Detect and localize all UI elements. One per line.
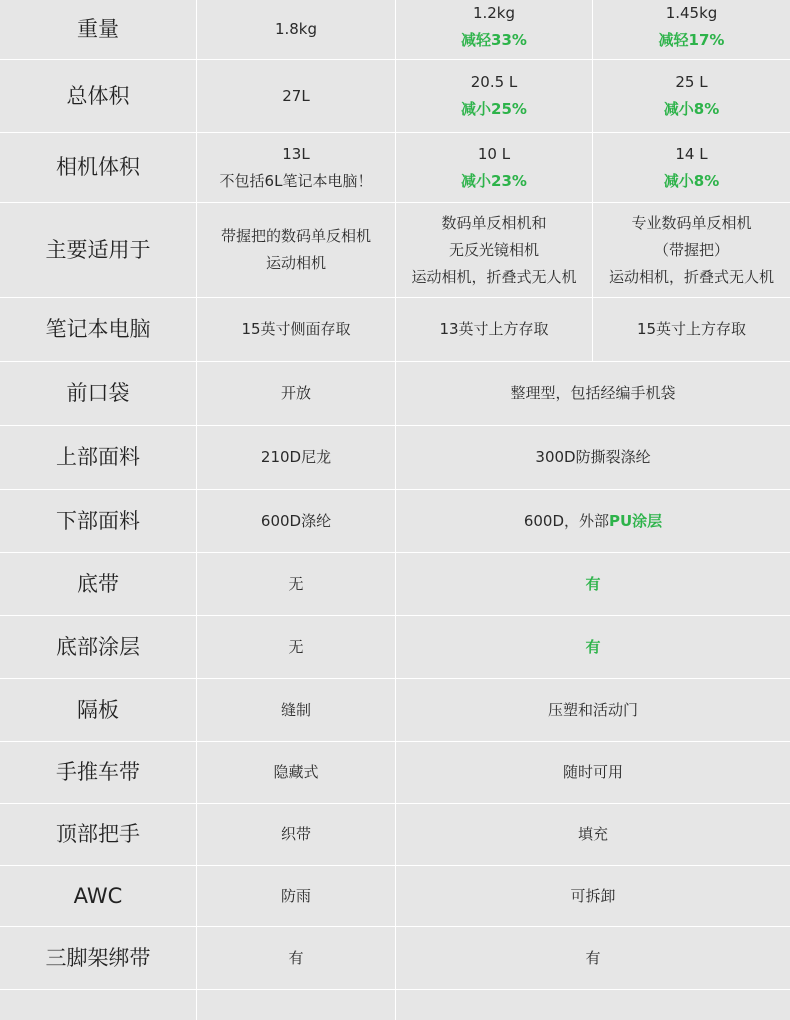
value-cell [197, 0, 396, 59]
highlight-text: 减小25% [461, 100, 527, 118]
value-cell [593, 298, 790, 361]
value-cell [593, 203, 790, 297]
cell-text: 无 [288, 574, 304, 593]
cell-text: 压塑和活动门 [547, 700, 638, 719]
value-cell [593, 60, 790, 132]
value-cell [197, 362, 396, 425]
merged-value-cell [396, 742, 790, 803]
cell-text: 织带 [280, 825, 311, 843]
row-label: 手推车带 [0, 742, 197, 803]
value-cell [197, 490, 396, 552]
row-label: 上部面料 [0, 426, 197, 489]
row-label: 三脚架绑带 [0, 927, 197, 989]
table-row [0, 742, 790, 804]
table-row [0, 133, 790, 203]
table-row [0, 0, 790, 60]
row-label: 总体积 [0, 60, 197, 132]
cell-text: 13L [282, 144, 310, 163]
cell-text: 开放 [280, 384, 311, 402]
value-cell [396, 203, 593, 297]
table-row [0, 616, 790, 679]
row-label: 下部面料 [0, 490, 197, 552]
value-cell [197, 426, 396, 489]
cell-text: 1.45kg [665, 4, 718, 22]
row-label: 底带 [0, 553, 197, 615]
row-label: 底部涂层 [0, 616, 197, 678]
table-row [0, 490, 790, 553]
cell-text: 无 [288, 637, 304, 656]
merged-value-cell [396, 866, 790, 926]
merged-value-cell [396, 804, 790, 865]
cell-text: 有 [585, 948, 601, 967]
row-label: 重量 [0, 0, 197, 59]
cell-text: 运动相机，折叠式无人机 [608, 267, 774, 286]
table-row [0, 679, 790, 742]
merged-value-cell [396, 362, 790, 425]
table-row [0, 362, 790, 426]
cell-text: 15英寸上方存取 [636, 320, 747, 338]
value-cell [197, 133, 396, 202]
cell-text: 可拆卸 [570, 886, 616, 905]
row-label: AWC [0, 866, 197, 926]
highlight-text: 有 [585, 637, 601, 656]
value-cell-empty [197, 990, 396, 1020]
merged-value-cell [396, 553, 790, 615]
table-row [0, 927, 790, 990]
value-cell [197, 298, 396, 361]
highlight-text: 减小8% [663, 100, 720, 118]
row-label: 主要适用于 [0, 203, 197, 297]
highlight-text: 减轻17% [658, 31, 725, 49]
cell-text: 填充 [577, 825, 608, 843]
cell-text: 随时可用 [562, 763, 623, 781]
value-cell [396, 298, 593, 361]
cell-text: 15英寸侧面存取 [241, 320, 351, 338]
cell-text: 隐藏式 [273, 763, 319, 781]
table-row [0, 804, 790, 866]
cell-text: 运动相机，折叠式无人机 [411, 267, 577, 286]
merged-value-cell [396, 490, 790, 552]
merged-value-cell-empty [396, 990, 790, 1020]
cell-text-with-highlight [524, 508, 662, 535]
value-cell [197, 60, 396, 132]
value-cell [197, 804, 396, 865]
row-label-empty [0, 990, 197, 1020]
cell-text: 整理型，包括经编手机袋 [510, 384, 676, 402]
value-cell [197, 679, 396, 741]
merged-value-cell [396, 679, 790, 741]
table-row-partial [0, 990, 790, 1020]
cell-text: 防雨 [280, 886, 311, 905]
table-row [0, 866, 790, 927]
cell-text: 1.8kg [274, 20, 318, 38]
table-row [0, 553, 790, 616]
cell-text: 13英寸上方存取 [439, 320, 549, 338]
value-cell [197, 927, 396, 989]
value-cell [197, 616, 396, 678]
row-label: 相机体积 [0, 133, 197, 202]
cell-text: 专业数码单反相机 [631, 213, 752, 232]
value-cell [593, 0, 790, 59]
value-cell [197, 203, 396, 297]
cell-text: 27L [282, 86, 310, 105]
cell-text: 14 L [675, 144, 708, 163]
cell-text: 有 [288, 948, 304, 967]
cell-text: （带握把） [653, 240, 729, 259]
highlight-text: 减轻33% [461, 31, 527, 49]
table-row [0, 298, 790, 362]
row-label: 顶部把手 [0, 804, 197, 865]
value-cell [197, 742, 396, 803]
cell-text: 数码单反相机和 [441, 213, 547, 232]
table-row [0, 60, 790, 133]
table-row [0, 426, 790, 490]
cell-text: 10 L [477, 144, 511, 163]
cell-text: 带握把的数码单反相机 [220, 227, 371, 245]
cell-text: 无反光镜相机 [448, 240, 539, 259]
cell-text: 不包括6L笔记本电脑！ [219, 171, 373, 190]
row-label: 前口袋 [0, 362, 197, 425]
cell-text: 25 L [675, 73, 708, 91]
row-label: 隔板 [0, 679, 197, 741]
highlight-text: 减小8% [663, 171, 720, 190]
cell-text: 缝制 [280, 700, 311, 719]
cell-text: 600D，外部 [523, 511, 609, 530]
value-cell [396, 60, 593, 132]
cell-text: 300D防撕裂涤纶 [535, 448, 651, 466]
cell-text: 1.2kg [472, 4, 516, 22]
highlight-text: 有 [585, 574, 601, 593]
value-cell [396, 0, 593, 59]
table-row [0, 203, 790, 298]
merged-value-cell [396, 927, 790, 989]
merged-value-cell [396, 426, 790, 489]
merged-value-cell [396, 616, 790, 678]
value-cell [396, 133, 593, 202]
value-cell [197, 866, 396, 926]
cell-text: 运动相机 [265, 254, 326, 272]
cell-text: 210D尼龙 [260, 448, 332, 466]
value-cell [593, 133, 790, 202]
highlight-text: PU涂层 [609, 511, 663, 530]
value-cell [197, 553, 396, 615]
cell-text: 20.5 L [470, 73, 518, 91]
highlight-text: 减小23% [461, 171, 527, 190]
cell-text: 600D涤纶 [260, 511, 332, 530]
row-label: 笔记本电脑 [0, 298, 197, 361]
